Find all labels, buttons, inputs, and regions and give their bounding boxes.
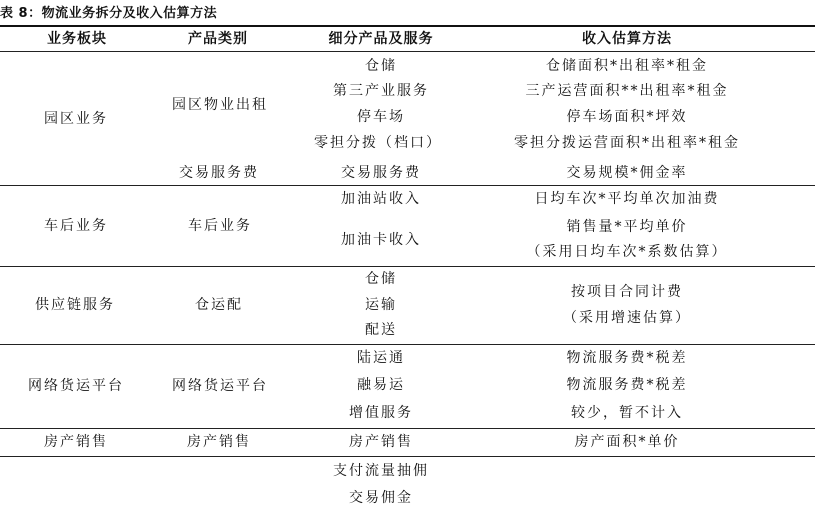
method-auto-1: 销售量*平均单价 (566, 219, 688, 235)
header-rule (0, 51, 815, 52)
method-park-2: 停车场面积*坪效 (566, 109, 688, 125)
header-category: 产品类别 (188, 31, 248, 47)
category-park-rent: 园区物业出租 (172, 97, 268, 113)
segment-auto: 车后业务 (44, 218, 108, 234)
category-auto: 车后业务 (188, 218, 252, 234)
method-freight-1: 物流服务费*税差 (566, 377, 688, 393)
item-last-0: 支付流量抽佣 (333, 463, 429, 479)
item-supply-1: 运输 (365, 297, 397, 313)
method-park-4: 交易规模*佣金率 (566, 165, 688, 181)
method-freight-2: 较少，暂不计入 (571, 405, 683, 421)
row-divider-supply (0, 344, 815, 345)
category-park-fee: 交易服务费 (179, 165, 259, 181)
item-supply-0: 仓储 (365, 271, 397, 287)
item-park-0: 仓储 (365, 58, 397, 74)
method-auto-0: 日均车次*平均单次加油费 (534, 191, 720, 207)
row-divider-park (0, 185, 815, 186)
item-supply-2: 配送 (365, 322, 397, 338)
method-supply-0: 按项目合同计费 (571, 284, 683, 300)
item-park-1: 第三产业服务 (333, 83, 429, 99)
table-top-rule (0, 25, 815, 27)
segment-supply: 供应链服务 (35, 297, 115, 313)
item-auto-0: 加油站收入 (341, 191, 421, 207)
method-supply-1: （采用增速估算） (563, 310, 691, 326)
method-park-3: 零担分拨运营面积*出租率*租金 (514, 135, 740, 151)
item-park-2: 停车场 (357, 109, 405, 125)
category-supply: 仓运配 (195, 297, 243, 313)
method-estate: 房产面积*单价 (574, 434, 680, 450)
item-freight-0: 陆运通 (357, 350, 405, 366)
row-divider-estate (0, 456, 815, 457)
segment-estate: 房产销售 (44, 434, 108, 450)
item-freight-1: 融易运 (357, 377, 405, 393)
method-park-0: 仓储面积*出租率*租金 (546, 58, 708, 74)
category-freight: 网络货运平台 (172, 378, 268, 394)
item-freight-2: 增值服务 (349, 405, 413, 421)
item-estate: 房产销售 (349, 434, 413, 450)
header-segment: 业务板块 (47, 31, 107, 47)
segment-freight: 网络货运平台 (28, 378, 124, 394)
method-auto-2: （采用日均车次*系数估算） (526, 244, 728, 260)
row-divider-auto (0, 266, 815, 267)
method-freight-0: 物流服务费*税差 (566, 350, 688, 366)
item-last-1: 交易佣金 (349, 490, 413, 506)
item-park-4: 交易服务费 (341, 165, 421, 181)
table-title: 表 8：物流业务拆分及收入估算方法 (0, 6, 218, 21)
item-park-3: 零担分拨（档口） (314, 135, 442, 151)
header-sub-product: 细分产品及服务 (328, 31, 434, 47)
category-estate: 房产销售 (187, 434, 251, 450)
segment-park: 园区业务 (44, 111, 108, 127)
header-method: 收入估算方法 (582, 31, 672, 47)
method-park-1: 三产运营面积**出租率*租金 (525, 83, 729, 99)
item-auto-1: 加油卡收入 (341, 232, 421, 248)
row-divider-freight (0, 428, 815, 429)
